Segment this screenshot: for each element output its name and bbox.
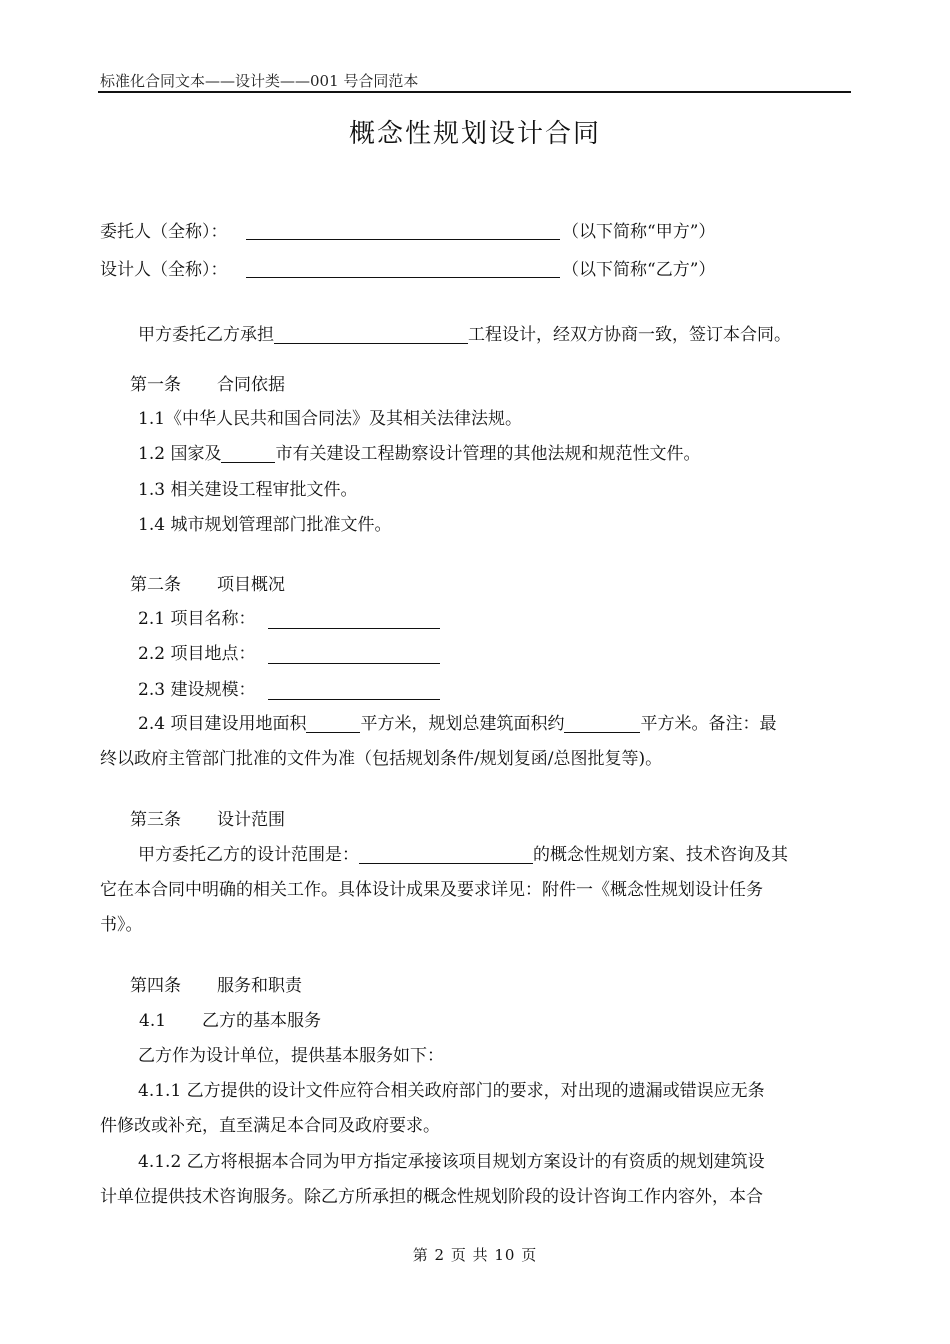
designer-label: 设计人（全称）：	[100, 260, 228, 280]
intro-after: 工程设计，经双方协商一致，签订本合同。	[468, 325, 791, 345]
item-4-1-2-line-2: 计单位提供技术咨询服务。除乙方所承担的概念性规划阶段的设计咨询工作内容外，本合	[100, 1187, 763, 1207]
article-3-title: 设计范围	[217, 810, 285, 830]
project-location-input[interactable]	[268, 645, 440, 664]
section-4-1-number: 4.1	[139, 1011, 167, 1031]
item-4-1-2-line-1: 4.1.2 乙方将根据本合同为甲方指定承接该项目规划方案设计的有资质的规划建筑设	[138, 1152, 765, 1172]
project-name-input[interactable]	[268, 610, 440, 629]
article-3-line-2: 它在本合同中明确的相关工作。具体设计成果及要求详见：附件一《概念性规划设计任务	[100, 880, 763, 900]
city-field[interactable]	[221, 444, 275, 463]
field-label: 2.1 项目名称：	[138, 609, 256, 629]
section-4-1-intro: 乙方作为设计单位，提供基本服务如下：	[138, 1046, 444, 1066]
designer-name-field[interactable]	[246, 259, 560, 278]
item-4-part-a: 2.4 项目建设用地面积	[138, 714, 307, 734]
header-text: 标准化合同文本——设计类——001 号合同范本	[100, 72, 419, 90]
article-4-number: 第四条	[130, 976, 181, 996]
article-2-field-3	[138, 679, 255, 701]
article-2-field-1	[138, 608, 255, 630]
article-3-number: 第三条	[130, 810, 181, 830]
designer-row	[100, 259, 228, 281]
section-4-1-title: 乙方的基本服务	[202, 1011, 321, 1031]
header-rule	[98, 91, 851, 93]
article-2-number: 第二条	[130, 575, 181, 595]
building-area-field[interactable]	[564, 714, 640, 733]
article-4-title: 服务和职责	[217, 976, 302, 996]
item-4-1-1-line-1: 4.1.1 乙方提供的设计文件应符合相关政府部门的要求，对出现的遗漏或错误应无条	[138, 1081, 765, 1101]
item-4-part-c: 平方米。备注：最	[640, 714, 777, 734]
article-1-item-3: 1.3 相关建设工程审批文件。	[138, 480, 358, 500]
page-number: 第 2 页 共 10 页	[412, 1246, 538, 1264]
designer-suffix: （以下简称“乙方”）	[562, 260, 716, 280]
item-2-after: 市有关建设工程勘察设计管理的其他法规和规范性文件。	[275, 444, 701, 464]
item-4-1-1-line-2: 件修改或补充，直至满足本合同及政府要求。	[100, 1116, 440, 1136]
article-2-field-2	[138, 643, 255, 665]
article-1-title: 合同依据	[217, 375, 285, 395]
field-label: 2.3 建设规模：	[138, 680, 256, 700]
page-title: 概念性规划设计合同	[348, 119, 601, 149]
article-2-title: 项目概况	[217, 575, 285, 595]
article-1-item-1: 1.1《中华人民共和国合同法》及其相关法律法规。	[138, 409, 523, 429]
article-1-number: 第一条	[130, 375, 181, 395]
design-scope-field[interactable]	[359, 845, 533, 864]
article-2-item-4-continued: 终以政府主管部门批准的文件为准（包括规划条件/规划复函/总图批复等)。	[100, 749, 663, 769]
article-2-item-4	[138, 713, 776, 735]
client-row	[100, 221, 228, 243]
client-suffix: （以下简称“甲方”）	[562, 222, 716, 242]
item-4-part-b: 平方米，规划总建筑面积约	[360, 714, 565, 734]
client-name-field[interactable]	[246, 221, 560, 240]
scope-after: 的概念性规划方案、技术咨询及其	[533, 845, 788, 865]
scope-before: 甲方委托乙方的设计范围是：	[138, 845, 359, 865]
article-1-item-2	[138, 443, 700, 465]
item-2-before: 1.2 国家及	[138, 444, 222, 464]
construction-scale-input[interactable]	[268, 681, 440, 700]
project-name-field[interactable]	[274, 325, 468, 344]
intro-paragraph	[138, 324, 791, 346]
client-label: 委托人（全称）：	[100, 222, 228, 242]
article-3-line-1	[138, 844, 788, 866]
field-label: 2.2 项目地点：	[138, 644, 256, 664]
article-3-line-3: 书》。	[100, 915, 143, 935]
intro-before: 甲方委托乙方承担	[138, 325, 274, 345]
land-area-field[interactable]	[306, 714, 360, 733]
article-1-item-4: 1.4 城市规划管理部门批准文件。	[138, 515, 392, 535]
